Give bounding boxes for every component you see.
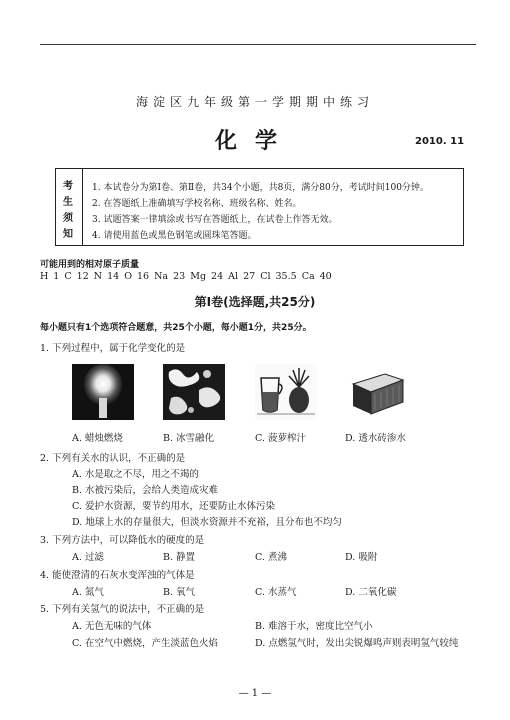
candidate-notice-box: [55, 168, 464, 246]
melting-ice-photo: [163, 364, 225, 420]
question-5-stem: 5. 下列有关氢气的说法中，不正确的是: [40, 604, 205, 615]
q4-option-d: D. 二氧化碳: [345, 587, 397, 598]
q3-option-b: B. 静置: [163, 552, 196, 563]
q2-option-c: C. 爱护水资源，要节约用水，还要防止水体污染: [72, 501, 275, 512]
q1-option-c: C. 菠萝榨汁: [255, 433, 306, 444]
q1-option-a: A. 蜡烛燃烧: [72, 433, 123, 444]
q3-option-a: A. 过滤: [72, 552, 104, 563]
pineapple-juice-photo: [255, 364, 317, 420]
q4-option-c: C. 水蒸气: [255, 587, 297, 598]
q3-option-c: C. 煮沸: [255, 552, 287, 563]
q1-option-d: D. 透水砖渗水: [345, 433, 406, 444]
question-4-stem: 4. 能使澄清的石灰水变浑浊的气体是: [40, 570, 195, 581]
exam-title: 海淀区九年级第一学期期中练习: [135, 95, 374, 109]
question-2-stem: 2. 下列有关水的认识，不正确的是: [40, 453, 186, 464]
notice-line: 2. 在答题纸上准确填写学校名称、班级名称、姓名。: [92, 199, 302, 209]
part1-title: 第Ⅰ卷(选择题,共25分): [194, 295, 316, 309]
question-1-stem: 1. 下列过程中，属于化学变化的是: [40, 343, 186, 354]
exam-date: 2010. 11: [415, 136, 465, 147]
atomic-mass-list: H 1 C 12 N 14 O 16 Na 23 Mg 24 Al 27 Cl 35.5 Ca 40: [40, 271, 332, 282]
subject-title: 化学: [214, 129, 295, 154]
q5-option-d: D. 点燃氢气时，发出尖锐爆鸣声则表明氢气较纯: [255, 638, 459, 649]
notice-line: 3. 试题答案一律填涂或书写在答题纸上，在试卷上作答无效。: [92, 215, 338, 225]
candle-flame-photo: [72, 364, 134, 420]
q5-option-a: A. 无色无味的气体: [72, 621, 152, 632]
part1-instruction: 每小题只有1个选项符合题意，共25个小题，每小题1分，共25分。: [40, 323, 312, 333]
notice-label: 考 生 须 知: [56, 169, 83, 245]
q3-option-d: D. 吸附: [345, 552, 378, 563]
question-3-stem: 3. 下列方法中，可以降低水的硬度的是: [40, 535, 205, 546]
notice-line: 1. 本试卷分为第Ⅰ卷、第Ⅱ卷，共34个小题，共8页，满分80分，考试时间100分钟。: [92, 183, 429, 193]
q4-option-b: B. 氧气: [163, 587, 196, 598]
page-number: — 1 —: [238, 688, 272, 699]
q4-option-a: A. 氮气: [72, 587, 104, 598]
top-rule: [40, 44, 476, 45]
q2-option-d: D. 地球上水的存量很大，但淡水资源并不充裕，且分布也不均匀: [72, 517, 342, 528]
permeable-brick-photo: [345, 364, 407, 420]
atomic-mass-title: 可能用到的相对原子质量: [40, 260, 140, 270]
notice-line: 4. 请使用蓝色或黑色钢笔或圆珠笔答题。: [92, 231, 257, 241]
q2-option-b: B. 水被污染后，会给人类造成灾难: [72, 485, 219, 496]
q1-option-b: B. 冰雪融化: [163, 433, 215, 444]
q5-option-c: C. 在空气中燃烧，产生淡蓝色火焰: [72, 638, 218, 649]
q5-option-b: B. 难溶于水，密度比空气小: [255, 621, 373, 632]
q2-option-a: A. 水是取之不尽，用之不竭的: [72, 469, 199, 480]
